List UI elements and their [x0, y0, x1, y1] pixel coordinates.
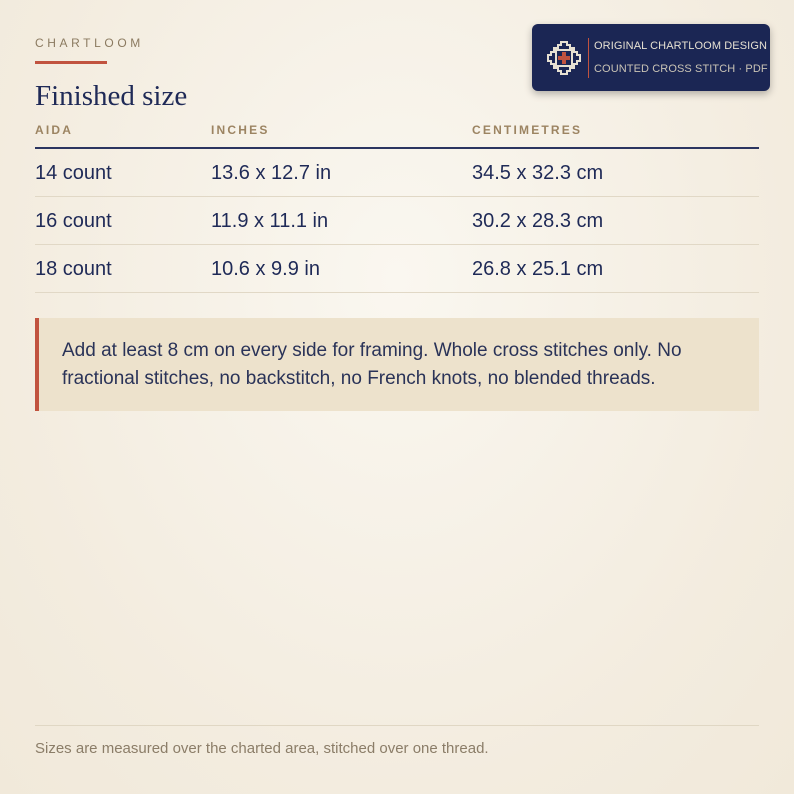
- table-row: [35, 149, 759, 197]
- footer-note: Sizes are measured over the charted area, stitched over one thread.: [35, 740, 489, 757]
- cell-aida: 14 count: [35, 162, 112, 184]
- cell-inches: 10.6 x 9.9 in: [211, 258, 320, 280]
- header-aida: AIDA: [35, 123, 74, 137]
- cell-inches: 13.6 x 12.7 in: [211, 162, 332, 184]
- header-centimetres: CENTIMETRES: [472, 123, 583, 137]
- cell-inches: 11.9 x 11.1 in: [211, 210, 329, 232]
- cell-aida: 16 count: [35, 210, 112, 232]
- table-header: [35, 120, 759, 149]
- design-badge: [532, 24, 770, 91]
- brand-name: CHARTLOOM: [35, 36, 144, 50]
- page-title: Finished size: [35, 80, 188, 112]
- header-inches: INCHES: [211, 123, 270, 137]
- framing-note: Add at least 8 cm on every side for framing. Whole cross stitches only. No fractional stitches, no backstitch, no French knots, no blended threads.: [35, 318, 759, 411]
- badge-title: ORIGINAL CHARTLOOM DESIGN: [594, 40, 768, 52]
- size-table: [35, 120, 759, 293]
- table-row: [35, 197, 759, 245]
- cell-centimetres: 30.2 x 28.3 cm: [472, 210, 604, 232]
- badge-divider: [588, 38, 589, 78]
- cross-stitch-motif-icon: [545, 39, 583, 77]
- table-row: [35, 245, 759, 293]
- badge-subtitle: COUNTED CROSS STITCH · PDF: [594, 63, 768, 75]
- brand-underline: [35, 61, 107, 64]
- cell-centimetres: 34.5 x 32.3 cm: [472, 162, 604, 184]
- cell-aida: 18 count: [35, 258, 112, 280]
- cell-centimetres: 26.8 x 25.1 cm: [472, 258, 604, 280]
- footer-divider: [35, 725, 759, 726]
